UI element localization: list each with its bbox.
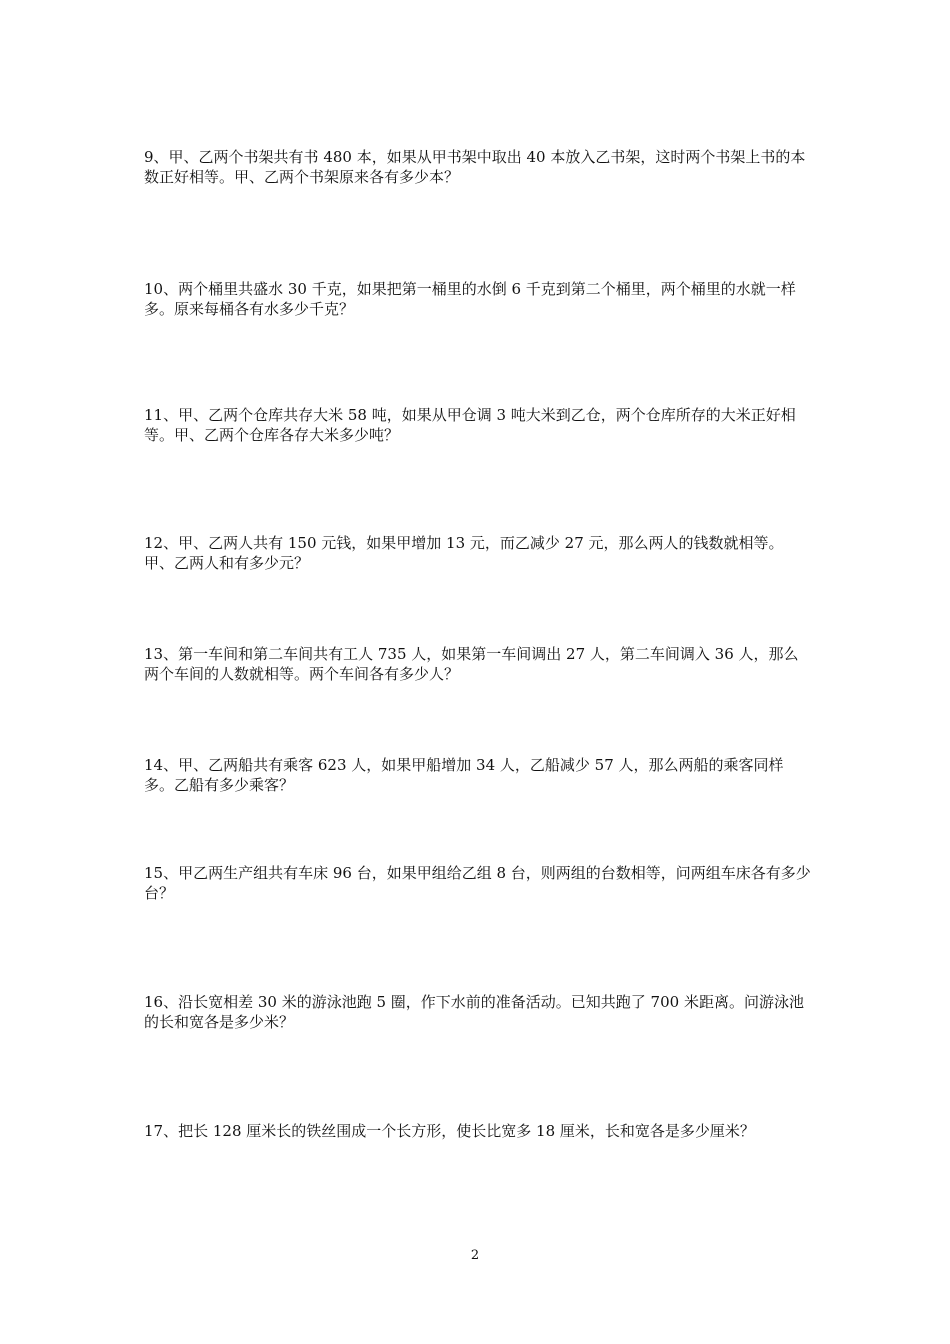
problem-11: 11、甲、乙两个仓库共存大米 58 吨，如果从甲仓调 3 吨大米到乙仓，两个仓库所存的大米正好相等。甲、乙两个仓库各存大米多少吨？ [144, 406, 796, 444]
problem-17: 17、把长 128 厘米长的铁丝围成一个长方形，使长比宽多 18 厘米，长和宽各是多少厘米？ [144, 1122, 755, 1140]
problem-16: 16、沿长宽相差 30 米的游泳池跑 5 圈，作下水前的准备活动。已知共跑了 700 米距离。问游泳池的长和宽各是多少米？ [144, 993, 804, 1031]
problem-14: 14、甲、乙两船共有乘客 623 人，如果甲船增加 34 人，乙船减少 57 人，那么两船的乘客同样多。乙船有多少乘客？ [144, 756, 784, 794]
problem-12: 12、甲、乙两人共有 150 元钱，如果甲增加 13 元，而乙减少 27 元，那么两人的钱数就相等。甲、乙两人和有多少元？ [144, 534, 784, 572]
problem-13: 13、第一车间和第二车间共有工人 735 人，如果第一车间调出 27 人，第二车间调入 36 人，那么两个车间的人数就相等。两个车间各有多少人？ [144, 645, 799, 683]
problem-15: 15、甲乙两生产组共有车床 96 台，如果甲组给乙组 8 台，则两组的台数相等，问两组车床各有多少台？ [144, 864, 811, 902]
page-number: 2 [470, 1248, 480, 1263]
problem-10: 10、两个桶里共盛水 30 千克，如果把第一桶里的水倒 6 千克到第二个桶里，两个桶里的水就一样多。原来每桶各有水多少千克？ [144, 280, 796, 318]
problem-9: 9、甲、乙两个书架共有书 480 本，如果从甲书架中取出 40 本放入乙书架，这时两个书架上书的本数正好相等。甲、乙两个书架原来各有多少本？ [144, 148, 806, 186]
